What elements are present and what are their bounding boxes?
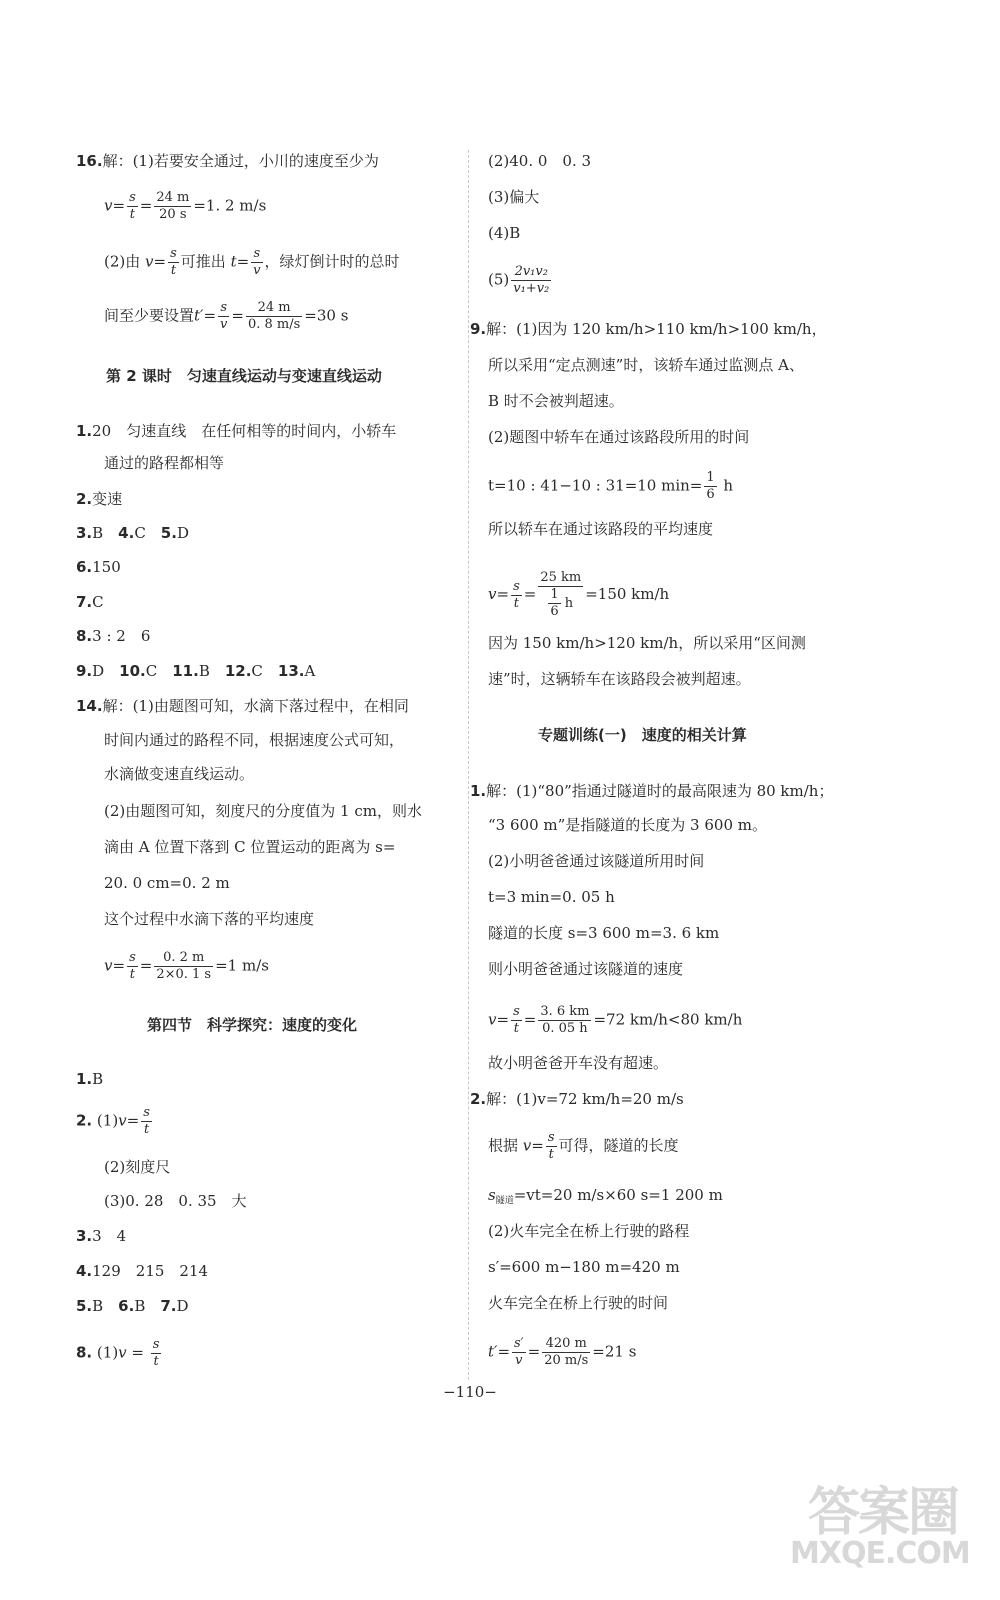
q16-line2: v= $\frac{s}{t}$ = $\frac{24 m}{20 s}$ =1. 2 m/s: [104, 190, 267, 222]
fraction: $\frac{s}{t}$: [513, 578, 520, 611]
fraction: $\frac{s}{t}$: [143, 1105, 150, 1137]
q9-line7: v= $\frac{s}{t}$ = 25 km $\frac{1}{6}$ h =150 km/h: [488, 570, 670, 619]
section-title: 专题训练(一) 速度的相关计算: [538, 726, 747, 744]
p1-line2: “3 600 m”是指隧道的长度为 3 600 m。: [488, 816, 767, 834]
section-title: 第四节 科学探究：速度的变化: [147, 1016, 358, 1034]
q14-line4: (2)由题图可知，刻度尺的分度值为 1 cm，则水: [104, 802, 422, 820]
answer-item: (4)B: [488, 224, 521, 242]
answer-item: 1.B: [76, 1070, 104, 1088]
fraction: $\frac{s}{t}$: [129, 190, 136, 222]
answer-item: 1.20 匀速直线 在任何相等的时间内，小轿车: [76, 422, 397, 440]
answer-item: (2)40. 0 0. 3: [488, 152, 592, 170]
fraction: $\frac{24 m}{0. 8 m/s}$: [247, 300, 301, 332]
q9-line8: 因为 150 km/h>120 km/h，所以采用“区间测: [488, 634, 806, 652]
fraction: $\frac{3. 6 km}{0. 05 h}$: [540, 1004, 590, 1036]
answer-item: 8.3 : 2 6: [76, 627, 151, 645]
q16-line1: 16.解：(1)若要安全通过，小川的速度至少为: [76, 152, 379, 170]
fraction: $\frac{\text{2v₁v₂}}{\text{v₁+v₂}}$: [513, 264, 550, 296]
q9-line6: 所以轿车在通过该路段的平均速度: [488, 520, 714, 538]
fraction: $\frac{s}{t}$: [129, 950, 136, 982]
answer-item: (2)刻度尺: [104, 1158, 171, 1176]
fraction: $\frac{1}{6}$: [550, 587, 559, 619]
watermark-text: 答案圈: [808, 1483, 959, 1543]
p2-line5: s′=600 m−180 m=420 m: [488, 1258, 680, 1276]
question-number: 16.: [76, 152, 103, 170]
p2-line7: t′= $\frac{s'}{v}$ = $\frac{420 m}{20 m/s}$ =21 s: [488, 1336, 637, 1368]
q14-line6: 20. 0 cm=0. 2 m: [104, 874, 230, 892]
q9-line2: 所以采用“定点测速”时，该轿车通过监测点 A、: [488, 356, 804, 374]
p2-line1: 2.解：(1)v=72 km/h=20 m/s: [470, 1090, 684, 1108]
answer-item: 2.变速: [76, 490, 123, 508]
answer-item: 4.129 215 214: [76, 1262, 209, 1280]
fraction: $\frac{420 m}{20 m/s}$: [544, 1336, 589, 1368]
answer-item: 6.150: [76, 558, 121, 576]
fraction: $\frac{s}{t}$: [170, 246, 177, 278]
page-number: −110−: [443, 1383, 497, 1401]
p1-line7: v= $\frac{s}{t}$ = $\frac{3. 6 km}{0. 05 h}$ =72 km/h<80 km/h: [488, 1004, 743, 1036]
p2-line4: (2)火车完全在桥上行驶的路程: [488, 1222, 690, 1240]
fraction: $\frac{s}{t}$: [152, 1337, 160, 1369]
answer-item: 3.3 4: [76, 1227, 127, 1245]
q16-line3: (2)由 v= $\frac{s}{t}$ 可推出 t= $\frac{s}{v}$ ，绿灯倒计时的总时: [104, 246, 400, 278]
answer-item: 2. (1)v= $\frac{s}{t}$: [76, 1105, 150, 1137]
fraction: $\frac{0. 2 m}{2\times 0. 1 s}$: [156, 950, 212, 982]
fraction: $\frac{s}{v}$: [253, 246, 261, 278]
p1-line4: t=3 min=0. 05 h: [488, 888, 615, 906]
q9-line3: B 时不会被判超速。: [488, 392, 624, 410]
answer-item: 8. (1)v = $\frac{s}{t}$: [76, 1337, 160, 1369]
fraction: $\frac{s}{t}$: [547, 1130, 555, 1162]
q14-line3: 水滴做变速直线运动。: [104, 765, 255, 783]
p1-line6: 则小明爸爸通过该隧道的速度: [488, 960, 684, 978]
watermark-url: MXQE.COM: [790, 1536, 970, 1571]
q14-line1: 14.解：(1)由题图可知，水滴下落过程中，在相同: [76, 697, 409, 715]
q9-line9: 速”时，这辆轿车在该路段会被判超速。: [488, 670, 751, 688]
p2-line2: 根据 v= $\frac{s}{t}$ 可得，隧道的长度: [488, 1130, 679, 1162]
q16-line4: 间至少要设置t′= $\frac{s}{v}$ = $\frac{24 m}{0. 8 m/s}$ =30 s: [104, 300, 349, 332]
fraction: $\frac{s}{t}$: [513, 1004, 520, 1036]
q14-line8: v= $\frac{s}{t}$ = $\frac{0. 2 m}{2\times 0. 1 s}$ =1 m/s: [104, 950, 269, 982]
q14-line2: 时间内通过的路程不同，根据速度公式可知，: [104, 731, 405, 749]
p1-line1: 1.解：(1)“80”指通过隧道时的最高限速为 80 km/h；: [470, 782, 834, 800]
p2-line3: $s_{隧道}=vt=20$ m/s×60 s=1 200 m: [488, 1186, 723, 1206]
watermark-logo: [790, 1470, 975, 1585]
q9-line4: (2)题图中轿车在通过该路段所用的时间: [488, 428, 750, 446]
fraction: 25 km $\frac{1}{6}$ h: [540, 570, 582, 619]
answer-item: (3)0. 28 0. 35 大: [104, 1192, 247, 1210]
q14-line5: 滴由 A 位置下落到 C 位置运动的距离为 s=: [104, 838, 396, 856]
answer-item: 7.C: [76, 593, 104, 611]
p1-line5: 隧道的长度 s=3 600 m=3. 6 km: [488, 924, 720, 942]
column-divider: [468, 150, 469, 1380]
p2-line6: 火车完全在桥上行驶的时间: [488, 1294, 669, 1312]
p1-line8: 故小明爸爸开车没有超速。: [488, 1054, 669, 1072]
fraction: $\frac{1}{6}$: [706, 470, 715, 502]
answer-item: (5) $\frac{\text{2v₁v₂}}{\text{v₁+v₂}}$: [488, 264, 550, 296]
answer-item: 9.D 10.C 11.B 12.C 13.A: [76, 662, 316, 680]
p1-line3: (2)小明爸爸通过该隧道所用时间: [488, 852, 705, 870]
fraction: $\frac{s}{v}$: [220, 300, 228, 332]
q9-line5: t=10 : 41−10 : 31=10 min= $\frac{1}{6}$ h: [488, 470, 734, 502]
fraction: $\frac{24 m}{20 s}$: [156, 190, 190, 222]
section-title: 第 2 课时 匀速直线运动与变速直线运动: [106, 367, 382, 385]
answer-item: (3)偏大: [488, 188, 540, 206]
answer-item: 5.B 6.B 7.D: [76, 1297, 189, 1315]
answer-item: 通过的路程都相等: [104, 454, 225, 472]
q14-line7: 这个过程中水滴下落的平均速度: [104, 910, 315, 928]
answer-item: 3.B 4.C 5.D: [76, 524, 189, 542]
q9-line1: 9.解：(1)因为 120 km/h>110 km/h>100 km/h，: [470, 320, 827, 338]
fraction: $\frac{s'}{v}$: [514, 1336, 524, 1368]
